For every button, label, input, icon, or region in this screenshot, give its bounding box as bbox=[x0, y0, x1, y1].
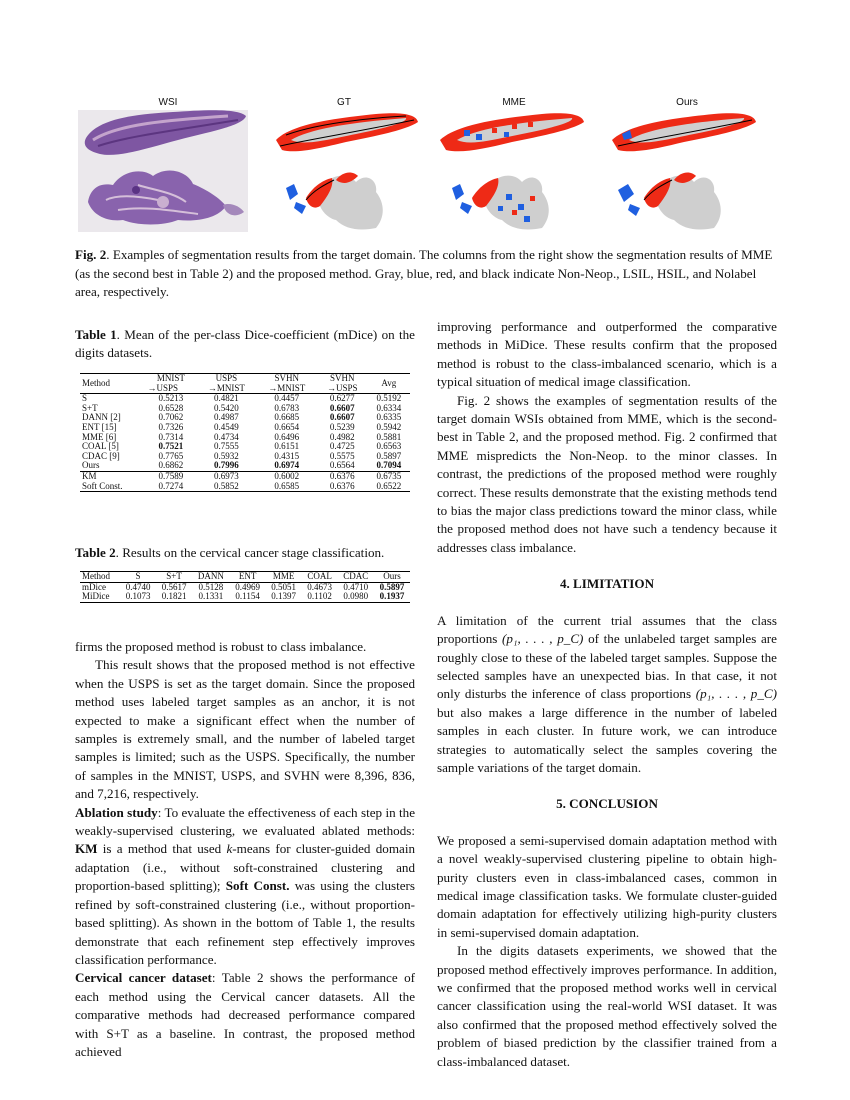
right-paragraph-2: Fig. 2 shows the examples of segmentation results of the target domain WSIs obtained from MME, which is the second-best in Table 2, and the proposed method. Fig. 2 confirmed that MME mispredicts the Non-Neop. to the minor classes. In contrast, the predictions of the proposed method were roughly correct. These results demonstrate that the existing methods tend to bias the major class predictions toward the minor class, while the proposed method does not have such a tendency because it addresses class imbalance. bbox=[437, 392, 777, 555]
value-cell: 0.6607 bbox=[329, 412, 355, 423]
t1-h-col4: SVHN bbox=[330, 373, 355, 383]
table-row bbox=[80, 423, 410, 433]
value-cell: 0.5213 bbox=[158, 393, 184, 404]
value-cell: 0.1154 bbox=[235, 591, 260, 602]
cervical-heading: Cervical cancer dataset bbox=[75, 970, 212, 986]
value-cell: 0.6335 bbox=[376, 412, 402, 423]
t1-h-col2: USPS bbox=[215, 373, 238, 383]
value-cell: 0.4987 bbox=[214, 412, 239, 423]
table1-caption-text: . Mean of the per-class Dice-coefficient (mDice) on the digits datasets. bbox=[75, 327, 415, 360]
caption-label: Fig. 2 bbox=[75, 247, 107, 262]
table-row bbox=[80, 452, 410, 462]
value-cell: 0.6496 bbox=[274, 431, 300, 442]
header-cell: S bbox=[135, 571, 141, 581]
value-cell: 0.7314 bbox=[158, 431, 184, 442]
value-cell: 0.6585 bbox=[274, 480, 300, 491]
value-cell: 0.7996 bbox=[214, 460, 239, 471]
t1-h-avg: Avg bbox=[381, 377, 397, 388]
conclusion-paragraph-2: In the digits datasets experiments, we showed that the proposed method effectively improves performance. In addition, we confirmed that the proposed method works well in cervical cancer classification using the real-world WSI dataset. It was also confirmed that the proposed method effectively solved the problem of biased prediction by the classifier trained from a class-imbalanced dataset. bbox=[437, 943, 777, 1069]
limitation-text-a: A limitation of the current trial assumes that the class proportions bbox=[437, 612, 777, 647]
table2-caption-text: . Results on the cervical cancer stage classification. bbox=[115, 545, 385, 560]
method-cell: ENT [15] bbox=[82, 421, 117, 432]
figure-caption bbox=[75, 246, 775, 302]
segmentation-mme bbox=[432, 110, 590, 232]
value-cell: 0.7521 bbox=[158, 441, 184, 452]
table-row bbox=[80, 471, 410, 481]
value-cell: 0.5897 bbox=[376, 450, 402, 461]
method-cell: KM bbox=[82, 470, 97, 481]
segmentation-ours bbox=[604, 110, 762, 232]
value-cell: 0.7589 bbox=[158, 470, 184, 481]
conclusion-paragraph-1: We proposed a semi-supervised domain adaptation method with a novel weakly-supervised clustering pipeline to obtain high-purity clusters even in class-imbalanced cases, common in medical image classification tasks. We formulate cluster-guided domain adaptation for effectively utilizing high-purity clusters in semi-supervised domain adaptation. bbox=[437, 832, 777, 940]
value-cell: 0.5192 bbox=[376, 393, 402, 404]
value-cell: 0.4969 bbox=[235, 581, 260, 592]
value-cell: 0.6002 bbox=[274, 470, 300, 481]
value-cell: 0.5420 bbox=[214, 402, 239, 413]
ablation-text-c: -means for cluster-guided domain adaptation (i.e., without soft-constrained clustering and proportion-based splitting); bbox=[75, 841, 415, 894]
value-cell: 0.6151 bbox=[274, 441, 300, 452]
cervical-paragraph bbox=[75, 969, 415, 1061]
limitation-paragraph bbox=[437, 612, 777, 778]
label-gt: GT bbox=[337, 97, 351, 108]
value-cell: 0.6376 bbox=[329, 480, 355, 491]
right-column-text bbox=[437, 318, 777, 1071]
metric-cell: mDice bbox=[82, 581, 106, 592]
value-cell: 0.4549 bbox=[214, 421, 239, 432]
label-wsi: WSI bbox=[158, 97, 178, 108]
value-cell: 0.4725 bbox=[329, 441, 355, 452]
class-proportions-math: (p₁, . . . , p_C) bbox=[502, 631, 584, 647]
value-cell: 0.5852 bbox=[214, 480, 239, 491]
label-ours: Ours bbox=[676, 97, 698, 108]
value-cell: 0.5942 bbox=[376, 421, 402, 432]
value-cell: 0.7555 bbox=[214, 441, 239, 452]
value-cell: 0.6783 bbox=[274, 402, 300, 413]
caption-text: . Examples of segmentation results from the target domain. The columns from the right show the segmentation results of MME (as the second best in Table 2) and the proposed method. Gray, blue, red, and black indicate Non-Neop., LSIL, HSIL, and Nolabel area, respectively. bbox=[75, 247, 773, 299]
value-cell: 0.1102 bbox=[307, 591, 332, 602]
table1-caption bbox=[75, 326, 415, 362]
right-paragraph-1: improving performance and outperformed the comparative methods in MiDice. These results confirm that the proposed method is robust to the class-imbalanced scenario, which is a typical situation of medical image classification. bbox=[437, 319, 777, 390]
value-cell: 0.1397 bbox=[271, 591, 296, 602]
value-cell: 0.5128 bbox=[198, 581, 224, 592]
left-paragraph-1: firms the proposed method is robust to class imbalance. bbox=[75, 639, 367, 654]
t1-h2-col3: →MNIST bbox=[268, 382, 306, 393]
value-cell: 0.5051 bbox=[271, 581, 296, 592]
value-cell: 0.6685 bbox=[274, 412, 300, 423]
table1 bbox=[80, 373, 410, 492]
table-row bbox=[80, 404, 410, 414]
value-cell: 0.1821 bbox=[161, 591, 187, 602]
header-cell: ENT bbox=[238, 571, 257, 581]
value-cell: 0.5239 bbox=[329, 421, 355, 432]
table-row bbox=[80, 592, 410, 602]
t1-h2-col1: →USPS bbox=[147, 382, 178, 393]
ablation-heading: Ablation study bbox=[75, 804, 158, 820]
value-cell: 0.5617 bbox=[161, 581, 187, 592]
header-cell: S+T bbox=[166, 571, 182, 581]
value-cell: 0.7062 bbox=[158, 412, 184, 423]
value-cell: 0.4315 bbox=[274, 450, 300, 461]
value-cell: 0.6654 bbox=[274, 421, 300, 432]
value-cell: 0.4673 bbox=[307, 581, 332, 592]
value-cell: 0.6607 bbox=[329, 402, 355, 413]
method-cell: DANN [2] bbox=[82, 412, 121, 423]
table-row bbox=[80, 482, 410, 492]
table-row bbox=[80, 413, 410, 423]
value-cell: 0.6522 bbox=[376, 480, 402, 491]
value-cell: 0.5881 bbox=[376, 431, 402, 442]
value-cell: 0.1073 bbox=[125, 591, 151, 602]
km-term: KM bbox=[75, 841, 98, 857]
method-cell: S bbox=[82, 393, 88, 404]
value-cell: 0.5932 bbox=[214, 450, 239, 461]
value-cell: 0.1937 bbox=[379, 591, 405, 602]
value-cell: 0.6735 bbox=[376, 470, 402, 481]
t1-h-method: Method bbox=[82, 377, 110, 388]
value-cell: 0.4982 bbox=[329, 431, 355, 442]
value-cell: 0.5575 bbox=[329, 450, 355, 461]
t1-h2-col4: →USPS bbox=[327, 382, 358, 393]
ablation-text-b: is a method that used bbox=[97, 841, 227, 857]
t1-h2-col2: →MNIST bbox=[207, 382, 245, 393]
method-cell: Soft Const. bbox=[82, 480, 123, 491]
wsi-image bbox=[78, 110, 248, 232]
table-row bbox=[80, 442, 410, 452]
header-cell: Method bbox=[82, 571, 110, 581]
value-cell: 0.0980 bbox=[343, 591, 369, 602]
value-cell: 0.6563 bbox=[376, 441, 402, 452]
value-cell: 0.4821 bbox=[214, 393, 239, 404]
t1-h-col3: SVHN bbox=[274, 373, 299, 383]
figure-column-labels bbox=[78, 97, 773, 111]
ablation-text-d: was using the clusters refined by soft-constrained clustering (i.e., without proportion-based splitting). As shown in the bottom of Table 1, the results demonstrate that each refinement step effectively improves classification performance. bbox=[75, 878, 416, 967]
method-cell: CDAC [9] bbox=[82, 450, 120, 461]
value-cell: 0.6528 bbox=[158, 402, 184, 413]
value-cell: 0.5897 bbox=[379, 581, 405, 592]
table2-caption bbox=[75, 544, 415, 562]
metric-cell: MiDice bbox=[82, 591, 110, 602]
segmentation-gt bbox=[266, 110, 424, 232]
soft-const-term: Soft Const. bbox=[225, 878, 290, 894]
value-cell: 0.7094 bbox=[376, 460, 402, 471]
method-cell: Ours bbox=[82, 460, 100, 471]
header-cell: MME bbox=[272, 571, 295, 581]
value-cell: 0.4734 bbox=[214, 431, 239, 442]
limitation-text-c: but also makes a large difference in the number of labeled samples in each cluster. In future work, we can introduce strategies to automatically select the samples covering the sample variations of the target domain. bbox=[437, 704, 777, 775]
value-cell: 0.6277 bbox=[329, 393, 355, 404]
left-column-text bbox=[75, 638, 415, 1061]
value-cell: 0.6973 bbox=[214, 470, 239, 481]
method-cell: COAL [5] bbox=[82, 441, 119, 452]
k-symbol: k bbox=[226, 841, 233, 857]
table2-label: Table 2 bbox=[75, 545, 116, 560]
value-cell: 0.6334 bbox=[376, 402, 402, 413]
ablation-text-a: : To evaluate the effectiveness of each step in the weakly-supervised clustering, we evaluated ablated methods: bbox=[75, 804, 416, 839]
value-cell: 0.6974 bbox=[274, 460, 300, 471]
section-limitation-heading: 4. LIMITATION bbox=[559, 576, 655, 592]
table-row bbox=[80, 461, 410, 471]
value-cell: 0.7326 bbox=[158, 421, 184, 432]
value-cell: 0.4740 bbox=[125, 581, 151, 592]
value-cell: 0.7765 bbox=[158, 450, 184, 461]
value-cell: 0.6862 bbox=[158, 460, 184, 471]
section-conclusion-heading: 5. CONCLUSION bbox=[556, 796, 658, 812]
limitation-text-b: of the unlabeled target samples are roughly close to these of the labeled target samples. Suppose the selected samples have an unexpected bias. In that case, it not only disturbs the inference of class proportions bbox=[437, 631, 777, 702]
header-cell: CDAC bbox=[343, 571, 369, 581]
ablation-paragraph bbox=[75, 804, 415, 970]
value-cell: 0.4710 bbox=[343, 581, 369, 592]
value-cell: 0.1331 bbox=[198, 591, 224, 602]
method-cell: S+T bbox=[82, 402, 98, 413]
label-mme: MME bbox=[502, 97, 526, 108]
value-cell: 0.4457 bbox=[274, 393, 300, 404]
header-cell: COAL bbox=[307, 571, 332, 581]
header-cell: DANN bbox=[197, 571, 224, 581]
table2 bbox=[80, 571, 410, 603]
left-paragraph-2: This result shows that the proposed method is not effective when the USPS is set as the target domain. Since the proposed method uses labeled target samples as an anchor, it is not expected to make a significant effect when the number of samples is extremely small, and the number of labeled target samples is limited; such as the USPS. Specifically, the number of samples in the MNIST, USPS, and SVHN were 8,396, 836, and 7,216, respectively. bbox=[75, 657, 415, 802]
value-cell: 0.7274 bbox=[158, 480, 184, 491]
class-proportions-math-2: (p₁, . . . , p_C) bbox=[695, 686, 777, 702]
table1-label: Table 1 bbox=[75, 327, 117, 342]
value-cell: 0.6564 bbox=[329, 460, 355, 471]
t1-h-col1: MNIST bbox=[156, 373, 185, 383]
table-row bbox=[80, 394, 410, 404]
table-row bbox=[80, 433, 410, 443]
value-cell: 0.6376 bbox=[329, 470, 355, 481]
header-cell: Ours bbox=[383, 571, 401, 581]
method-cell: MME [6] bbox=[82, 431, 117, 442]
cervical-text: : Table 2 shows the performance of each method using the Cervical cancer datasets. All the comparative methods had decreased performance compared with S+T as a baseline. In contrast, the proposed method achieved bbox=[75, 970, 415, 1059]
